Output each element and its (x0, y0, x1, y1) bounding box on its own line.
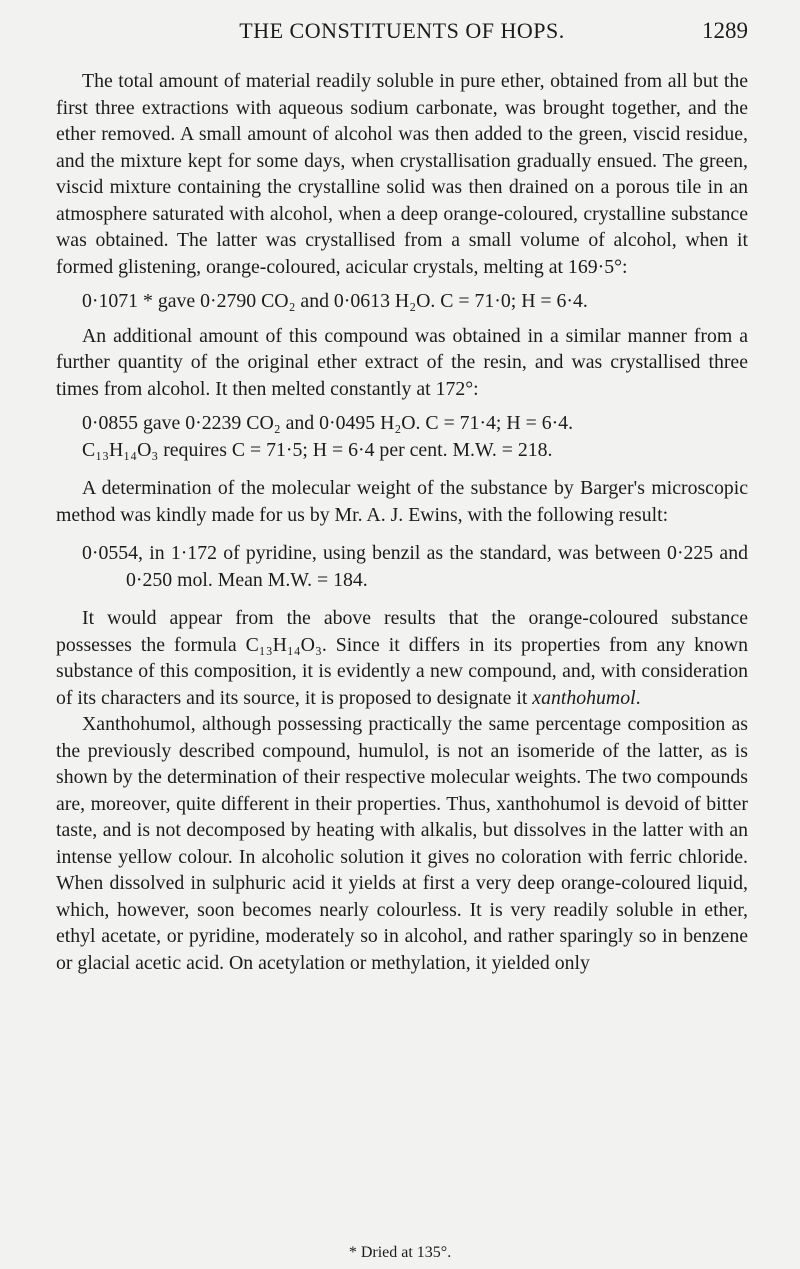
paragraph-molecular-weight: A determination of the molecular weight of the substance by Barger's microscopic method was kindly made for us by Mr. A. J. Ewins, with the following result: (56, 477, 748, 526)
molecular-weight-result: 0·0554, in 1·172 of pyridine, using benzil as the standard, was between 0·225 and 0·250 mol. Mean M.W. = 184. (82, 542, 748, 591)
designation-end: . (635, 686, 641, 709)
paragraph-designation (56, 605, 748, 711)
formula-requires-line: C₁₃H₁₄O₃ requires C = 71·5; H = 6·4 per cent. M.W. = 218. (82, 438, 553, 461)
running-header (56, 18, 748, 48)
paragraph-crystallisation: The total amount of material readily soluble in pure ether, obtained from all but the first three extractions with aqueous sodium carbonate, was brought together, and the ether removed. A small amount of alcohol was then added to the green, viscid residue, and the mixture kept for some days, when crystallisation gradually ensued. The green, viscid mixture containing the crystalline solid was then drained on a porous tile in an atmosphere saturated with alcohol, when a deep orange-coloured, crystalline substance was obtained. The latter was crystallised from a small volume of alcohol, when it formed glistening, orange-coloured, acicular crystals, melting at 169·5°: (56, 70, 748, 278)
page-number: 1289 (702, 18, 748, 43)
paragraph-additional-amount: An additional amount of this compound was obtained in a similar manner from a further quantity of the original ether extract of the resin, and was crystallised three times from alcohol. It then melted constantly at 172°: (56, 324, 748, 400)
compound-name: xanthohumol (532, 686, 636, 709)
footnote: * Dried at 135°. (348, 1244, 452, 1261)
body-text (56, 68, 748, 976)
designation-text: It would appear from the above results that the orange-coloured substance possesses the formula C₁₃H₁₄O₃. Since it differs in its properties from any known substance of this composition, it is evidently a new compound, and, with consideration of its characters and its source, it is proposed to designate it (56, 607, 748, 709)
running-title: THE CONSTITUENTS OF HOPS. (239, 18, 565, 43)
analysis-line-1: 0·1071 * gave 0·2790 CO₂ and 0·0613 H₂O. C = 71·0; H = 6·4. (82, 290, 588, 312)
paragraph-xanthohumol-properties: Xanthohumol, although possessing practically the same percentage composition as the previously described compound, humulol, is not an isomeride of the latter, as is shown by the determination of their respective molecular weights. The two compounds are, moreover, quite different in their properties. Thus, xanthohumol is devoid of bitter taste, and is not decomposed by heating with alkalis, but dissolves in the latter with an intense yellow colour. In alcoholic solution it gives no coloration with ferric chloride. When dissolved in sulphuric acid it yields at first a very deep orange-coloured liquid, which, however, soon becomes nearly colourless. It is very readily soluble in ether, ethyl acetate, or pyridine, moderately so in alcohol, and rather sparingly so in benzene or glacial acetic acid. On acetylation or methylation, it yielded only (56, 713, 748, 974)
analysis-line-2: 0·0855 gave 0·2239 CO₂ and 0·0495 H₂O. C = 71·4; H = 6·4. (82, 412, 574, 434)
